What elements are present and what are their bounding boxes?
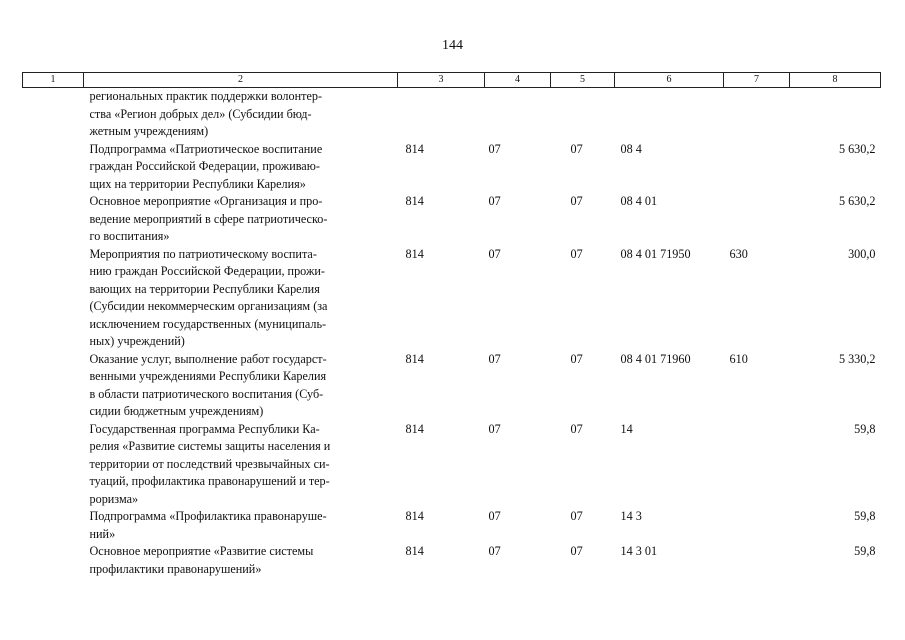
cell-expense-type: 630 (729, 246, 748, 261)
description-line: щих на территории Республики Карелия» (89, 176, 306, 191)
table-row (23, 193, 881, 246)
description-line: вающих на территории Республики Карелия (89, 281, 320, 296)
cell-description (84, 421, 398, 509)
cell-subsection: 07 (570, 351, 583, 366)
cell-amount: 59,8 (854, 509, 876, 523)
cell-target-article: 14 3 (620, 509, 642, 523)
page-number: 144 (442, 38, 463, 53)
cell-subsection: 07 (570, 509, 583, 523)
table-body (23, 88, 881, 579)
description-line: сидии бюджетным учреждениям) (89, 404, 264, 418)
cell-amount: 5 630,2 (838, 194, 876, 208)
description-line: ных) учреждений) (89, 334, 185, 348)
cell-amount (790, 88, 881, 141)
cell-description (84, 351, 398, 421)
cell-amount: 5 630,2 (838, 141, 876, 156)
cell-section (485, 88, 551, 141)
table-row (23, 421, 881, 509)
cell-target-article: 08 4 01 (620, 194, 658, 208)
cell-subsection: 07 (570, 421, 583, 436)
cell-ministry-code: 814 (405, 544, 424, 558)
cell-amount: 59,8 (854, 544, 876, 558)
cell-subsection: 07 (570, 246, 583, 261)
cell-subsection: 07 (570, 544, 583, 558)
cell-ministry-code: 814 (405, 246, 424, 261)
column-header: 7 (724, 73, 790, 88)
column-header: 3 (398, 73, 485, 88)
cell-section: 07 (488, 246, 501, 261)
cell-target-article (615, 88, 724, 141)
description-line: туаций, профилактика правонарушений и тер- (89, 474, 330, 488)
table-row (23, 246, 881, 351)
description-line: Основное мероприятие «Развитие системы (89, 544, 314, 558)
column-header: 6 (615, 73, 724, 88)
cell-subsection (551, 88, 615, 141)
description-line: ства «Регион добрых дел» (Субсидии бюд- (89, 106, 312, 121)
column-header: 2 (84, 73, 398, 88)
cell-description (84, 193, 398, 246)
cell-section: 07 (488, 544, 501, 558)
cell-amount: 59,8 (854, 421, 876, 436)
cell-section: 07 (488, 421, 501, 436)
cell-col1 (23, 193, 84, 246)
cell-expense-type (724, 508, 790, 543)
cell-subsection: 07 (570, 194, 583, 208)
cell-section: 07 (488, 351, 501, 366)
description-line: граждан Российской Федерации, проживаю- (89, 159, 320, 173)
cell-section: 07 (488, 141, 501, 156)
cell-amount: 300,0 (848, 246, 876, 261)
cell-section: 07 (488, 194, 501, 208)
table-row (23, 508, 881, 543)
column-header: 4 (485, 73, 551, 88)
description-line: территории от последствий чрезвычайных си- (89, 456, 330, 471)
table-header-row (23, 73, 881, 88)
budget-table (22, 72, 881, 578)
description-line: Оказание услуг, выполнение работ государст- (89, 351, 327, 366)
description-line: профилактики правонарушений» (89, 561, 262, 576)
table-row (23, 141, 881, 194)
cell-col1 (23, 88, 84, 141)
description-line: жетным учреждениям) (89, 124, 209, 138)
description-line: ний» (89, 526, 116, 541)
cell-col1 (23, 543, 84, 578)
description-line: Подпрограмма «Патриотическое воспитание (89, 141, 323, 156)
column-header: 5 (551, 73, 615, 88)
description-line: Основное мероприятие «Организация и про- (89, 194, 323, 208)
cell-expense-type (724, 421, 790, 509)
description-line: ведение мероприятий в сфере патриотическо- (89, 211, 328, 226)
cell-amount: 5 330,2 (838, 351, 876, 366)
cell-col1 (23, 421, 84, 509)
cell-ministry-code: 814 (405, 509, 424, 523)
cell-description (84, 508, 398, 543)
cell-expense-type: 610 (729, 351, 748, 366)
table-row (23, 543, 881, 578)
cell-ministry-code: 814 (405, 351, 424, 366)
cell-description (84, 246, 398, 351)
cell-section: 07 (488, 509, 501, 523)
description-line: Мероприятия по патриотическому воспита- (89, 246, 317, 261)
cell-ministry-code (398, 88, 485, 141)
description-line: венными учреждениями Республики Карелия (89, 369, 327, 383)
cell-description (84, 141, 398, 194)
description-line: исключением государственных (муниципаль- (89, 316, 327, 331)
description-line: региональных практик поддержки волонтер- (89, 89, 323, 103)
cell-ministry-code: 814 (405, 194, 424, 208)
cell-ministry-code: 814 (405, 421, 424, 436)
table-row (23, 351, 881, 421)
cell-target-article: 14 3 01 (620, 544, 658, 558)
cell-description (84, 543, 398, 578)
cell-ministry-code: 814 (405, 141, 424, 156)
table-row (23, 88, 881, 141)
cell-target-article: 08 4 01 71950 (620, 246, 691, 261)
column-header: 1 (23, 73, 84, 88)
cell-expense-type (724, 88, 790, 141)
description-line: релия «Развитие системы защиты населения и (89, 439, 331, 453)
description-line: в области патриотического воспитания (Суб- (89, 386, 324, 401)
cell-col1 (23, 351, 84, 421)
description-line: Подпрограмма «Профилактика правонаруше- (89, 509, 327, 523)
cell-col1 (23, 141, 84, 194)
description-line: Государственная программа Республики Ка- (89, 421, 320, 436)
cell-description (84, 88, 398, 141)
cell-col1 (23, 508, 84, 543)
cell-expense-type (724, 141, 790, 194)
description-line: нию граждан Российской Федерации, прожи- (89, 264, 325, 278)
description-line: го воспитания» (89, 229, 170, 243)
cell-col1 (23, 246, 84, 351)
cell-target-article: 08 4 01 71960 (620, 351, 691, 366)
cell-expense-type (724, 193, 790, 246)
description-line: роризма» (89, 491, 139, 506)
cell-target-article: 14 (620, 421, 633, 436)
cell-target-article: 08 4 (620, 141, 642, 156)
cell-subsection: 07 (570, 141, 583, 156)
column-header: 8 (790, 73, 881, 88)
description-line: (Субсидии некоммерческим организациям (за (89, 299, 328, 313)
cell-expense-type (724, 543, 790, 578)
